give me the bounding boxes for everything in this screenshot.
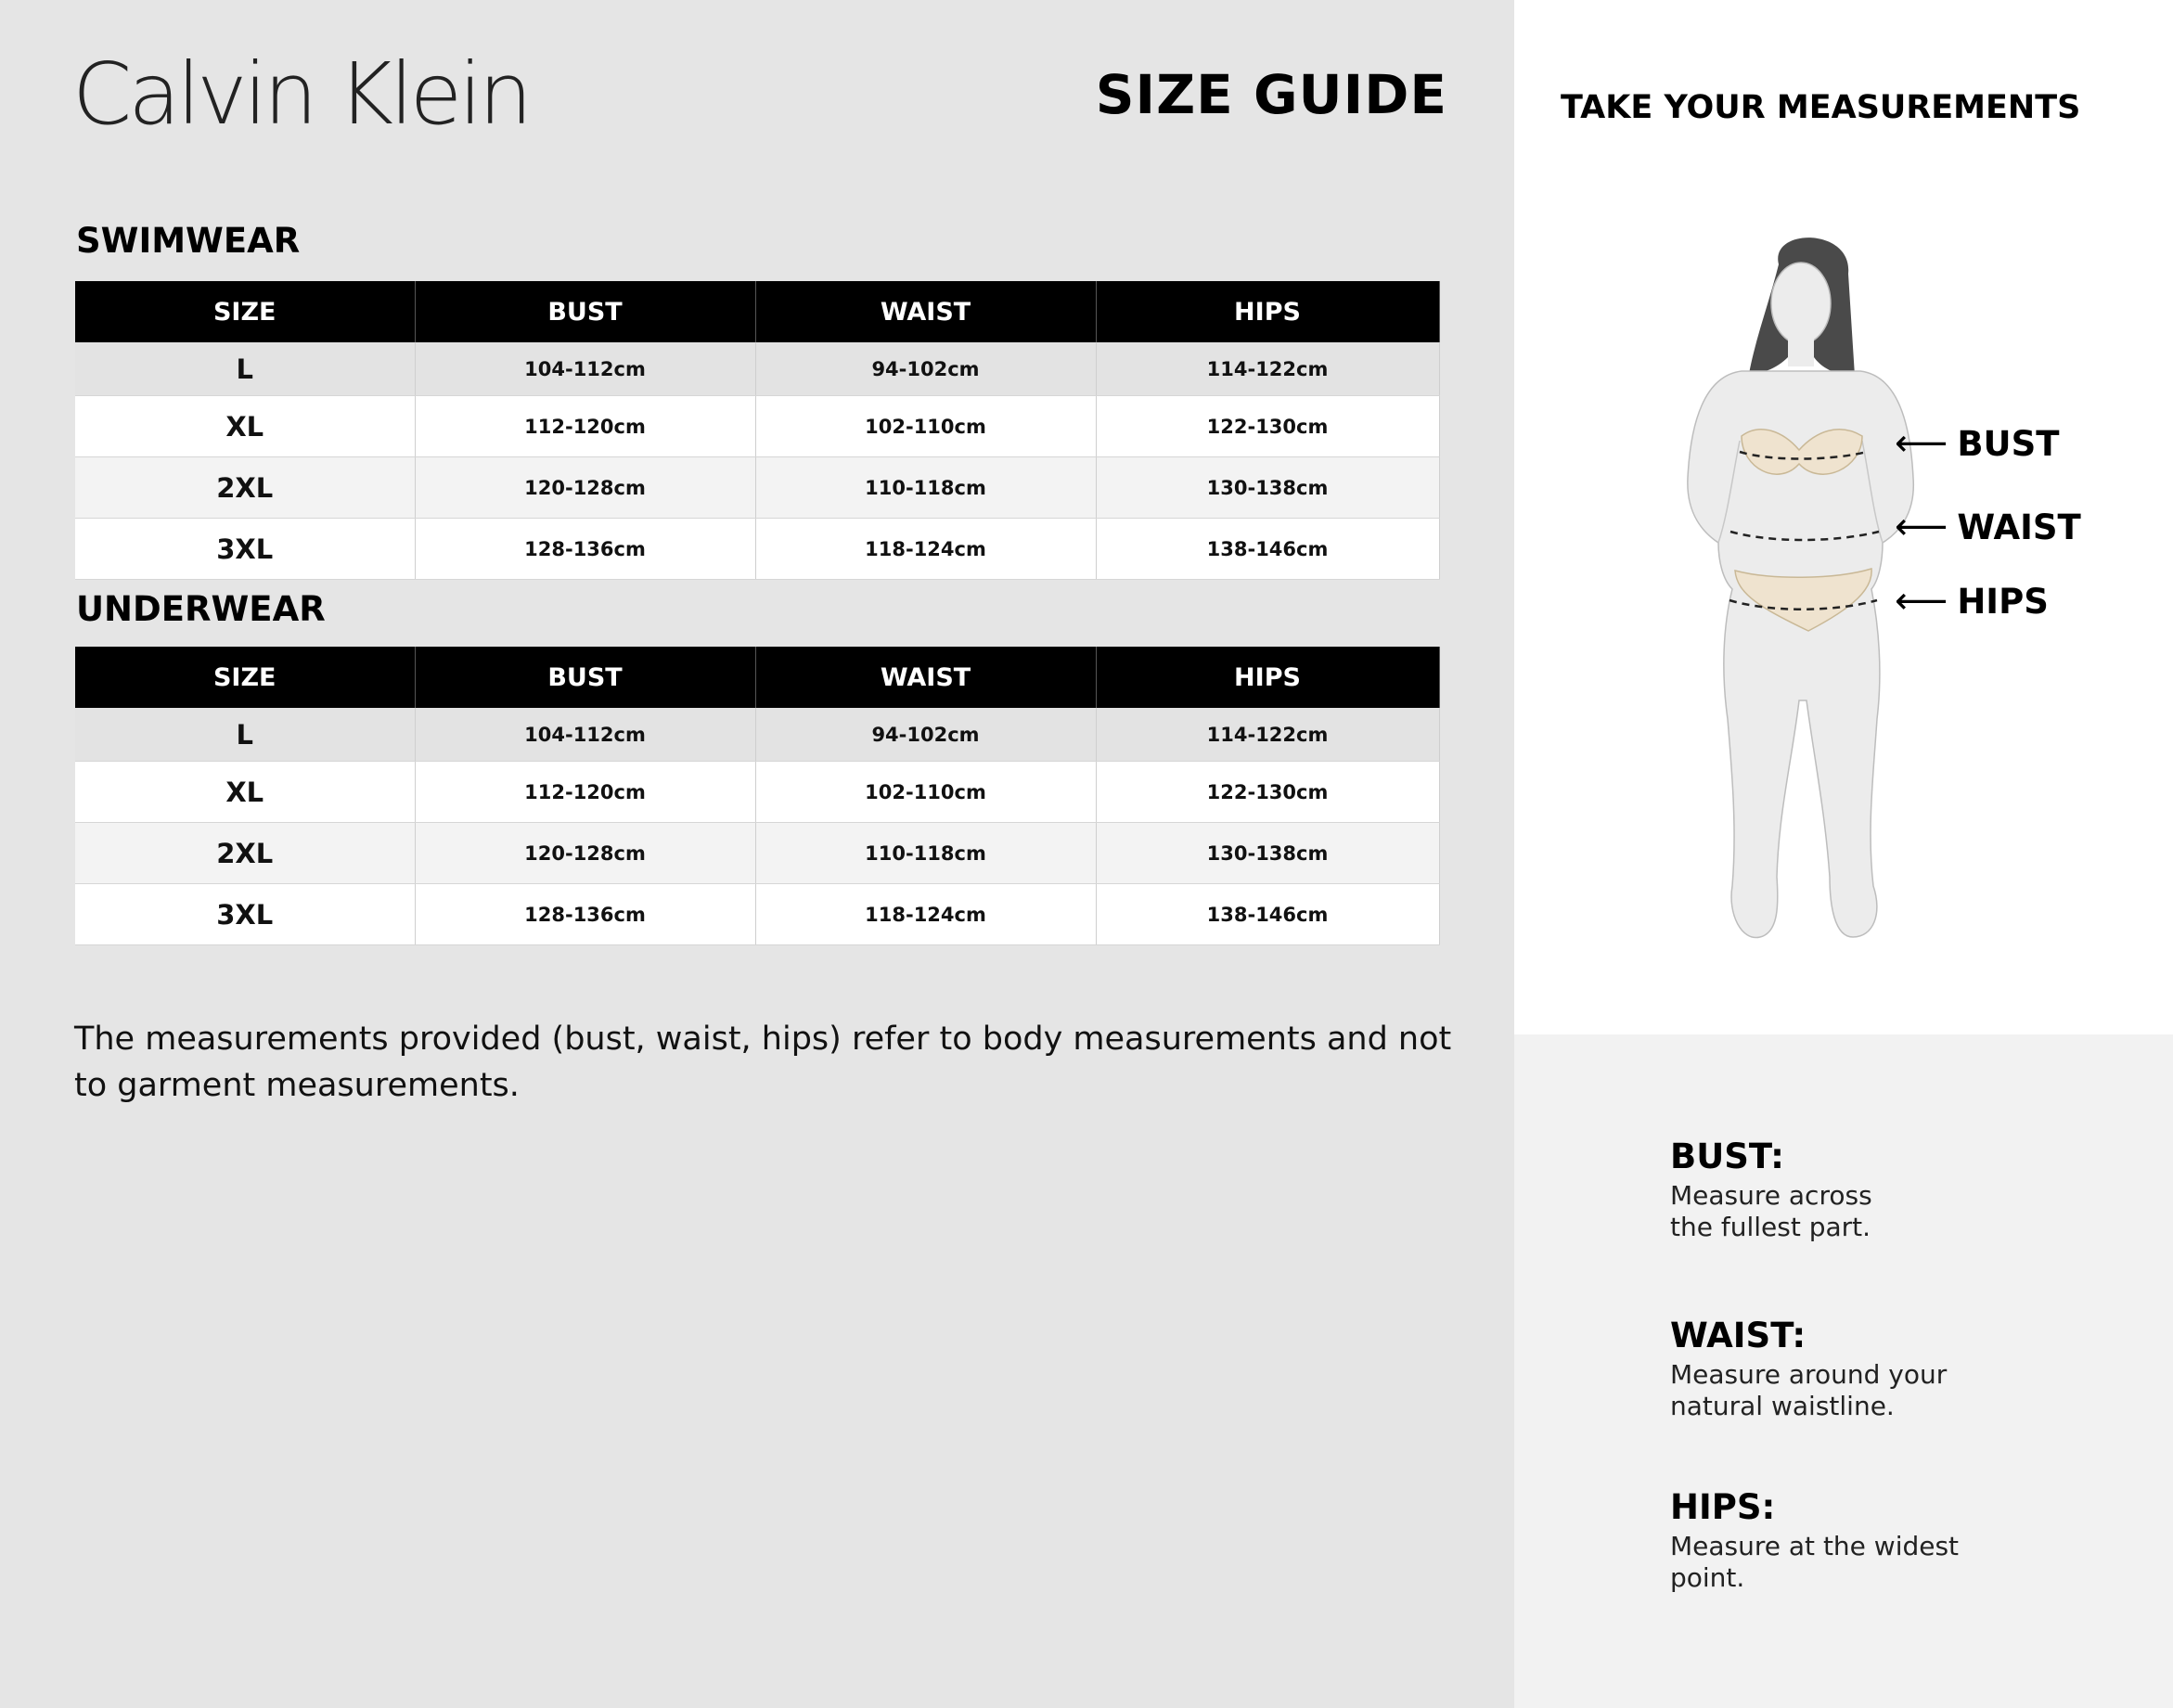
bust-cell: 128-136cm <box>415 519 755 580</box>
bust-cell: 128-136cm <box>415 884 755 945</box>
size-cell: XL <box>75 762 415 823</box>
definition-text: Measure at the widest point. <box>1670 1531 1960 1593</box>
column-header-bust: BUST <box>415 647 755 708</box>
column-header-bust: BUST <box>415 281 755 342</box>
hips-cell: 114-122cm <box>1096 708 1439 762</box>
bust-callout-label: BUST <box>1957 424 2060 464</box>
waist-cell: 118-124cm <box>755 884 1096 945</box>
hips-cell: 130-138cm <box>1096 457 1439 519</box>
waist-cell: 110-118cm <box>755 457 1096 519</box>
table-header-row <box>75 647 1439 708</box>
waist-cell: 102-110cm <box>755 762 1096 823</box>
hips-cell: 138-146cm <box>1096 884 1439 945</box>
arrow-left-icon: ⟵ <box>1895 506 1948 548</box>
arrow-left-icon: ⟵ <box>1895 422 1948 465</box>
size-cell: 2XL <box>75 457 415 519</box>
measurements-panel <box>1514 0 2173 1034</box>
waist-cell: 110-118cm <box>755 823 1096 884</box>
brand-logo: Calvin Klein <box>72 45 530 144</box>
column-header-hips: HIPS <box>1096 281 1439 342</box>
definition-text: Measure across the fullest part. <box>1670 1180 1872 1242</box>
bust-cell: 112-120cm <box>415 396 755 457</box>
bust-callout <box>1895 422 2059 465</box>
table-row <box>75 396 1439 457</box>
definition-label: WAIST: <box>1670 1316 1807 1355</box>
hips-callout-label: HIPS <box>1957 582 2049 622</box>
bust-cell: 104-112cm <box>415 708 755 762</box>
column-header-waist: WAIST <box>755 281 1096 342</box>
table-header-row <box>75 281 1439 342</box>
column-header-size: SIZE <box>75 647 415 708</box>
waist-cell: 118-124cm <box>755 519 1096 580</box>
page-title: SIZE GUIDE <box>1095 63 1447 126</box>
table-row <box>75 708 1439 762</box>
definition-label: HIPS: <box>1670 1487 1776 1527</box>
waist-callout <box>1895 506 2081 548</box>
swimwear-title: SWIMWEAR <box>76 221 301 261</box>
column-header-size: SIZE <box>75 281 415 342</box>
underwear-title: UNDERWEAR <box>76 589 326 629</box>
hips-cell: 122-130cm <box>1096 396 1439 457</box>
hips-cell: 114-122cm <box>1096 342 1439 396</box>
underwear-table <box>75 647 1440 945</box>
table-row <box>75 457 1439 519</box>
size-cell: 3XL <box>75 519 415 580</box>
measurement-note: The measurements provided (bust, waist, hips) refer to body measurements and not to garment measurements. <box>74 1021 1452 1104</box>
bust-cell: 104-112cm <box>415 342 755 396</box>
table-row <box>75 884 1439 945</box>
table-row <box>75 519 1439 580</box>
hips-cell: 122-130cm <box>1096 762 1439 823</box>
bust-cell: 120-128cm <box>415 823 755 884</box>
waist-cell: 94-102cm <box>755 708 1096 762</box>
size-cell: L <box>75 708 415 762</box>
column-header-hips: HIPS <box>1096 647 1439 708</box>
waist-callout-label: WAIST <box>1957 507 2081 547</box>
bust-cell: 120-128cm <box>415 457 755 519</box>
definition-text: Measure around your natural waistline. <box>1670 1359 1948 1421</box>
table-row <box>75 762 1439 823</box>
hips-cell: 138-146cm <box>1096 519 1439 580</box>
measurement-definitions <box>1514 1034 2173 1708</box>
table-row <box>75 342 1439 396</box>
size-cell: 2XL <box>75 823 415 884</box>
size-cell: XL <box>75 396 415 457</box>
arrow-left-icon: ⟵ <box>1895 580 1948 623</box>
size-cell: 3XL <box>75 884 415 945</box>
waist-cell: 102-110cm <box>755 396 1096 457</box>
bust-definition <box>1670 1137 2060 1243</box>
bust-cell: 112-120cm <box>415 762 755 823</box>
hips-cell: 130-138cm <box>1096 823 1439 884</box>
size-cell: L <box>75 342 415 396</box>
column-header-waist: WAIST <box>755 647 1096 708</box>
waist-cell: 94-102cm <box>755 342 1096 396</box>
swimwear-table <box>75 281 1440 580</box>
measurements-title: TAKE YOUR MEASUREMENTS <box>1561 89 2081 126</box>
hips-callout <box>1895 580 2049 623</box>
hips-definition <box>1670 1487 2060 1594</box>
waist-definition <box>1670 1316 2060 1422</box>
definition-label: BUST: <box>1670 1137 1784 1176</box>
table-row <box>75 823 1439 884</box>
